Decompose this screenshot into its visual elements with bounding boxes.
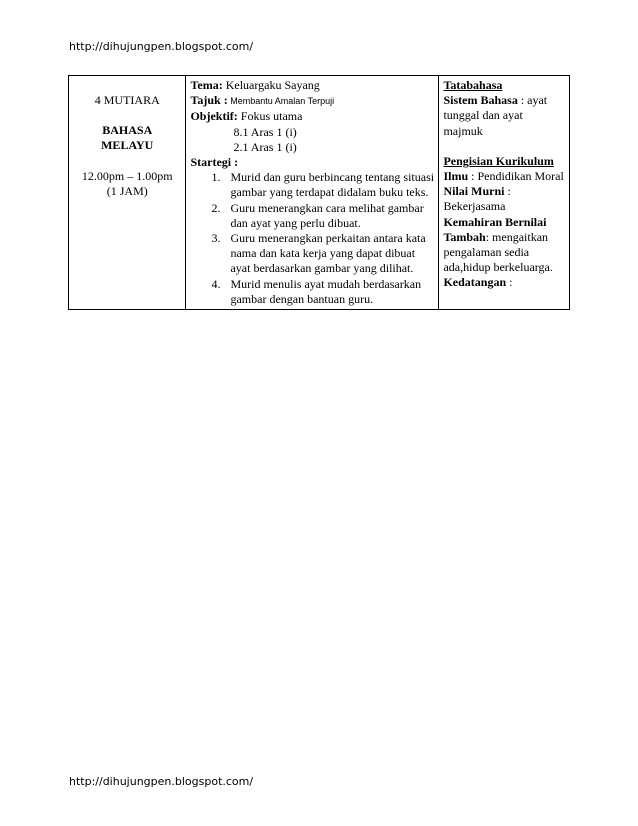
kemahiran-line (443, 215, 565, 276)
step-number: 1. (211, 170, 221, 185)
tajuk-value: Membantu Amalan Terpuji (227, 96, 335, 107)
table-row (69, 76, 570, 310)
lesson-plan-table (68, 75, 570, 310)
tatabahasa-heading: Tatabahasa (443, 78, 503, 92)
step-text: Guru menerangkan cara melihat gambar dan ayat yang perlu dibuat. (230, 200, 424, 230)
strategy-steps-list (190, 170, 434, 307)
sistem-value: : ayat tunggal dan ayat majmuk (443, 93, 548, 138)
class-info-cell (69, 76, 186, 310)
nilai-value: : Bekerjasama (443, 184, 511, 214)
list-item (190, 201, 434, 231)
objektif-item: 8.1 Aras 1 (i) (233, 124, 297, 139)
kedatangan-line (443, 275, 565, 290)
step-number: 2. (211, 200, 221, 215)
kedatangan-value: : (506, 275, 513, 290)
ilmu-line (443, 169, 565, 184)
step-text: Murid dan guru berbincang tentang situasi gambar yang terdapat didalam buku teks. (230, 170, 435, 200)
objektif-label: Objektif: (190, 109, 238, 124)
tema-label: Tema: (190, 78, 223, 92)
kemahiran-label: Kemahiran Bernilai Tambah (443, 214, 547, 244)
notes-cell (439, 76, 570, 310)
lesson-time: 12.00pm – 1.00pm (81, 168, 173, 183)
tema-line (190, 78, 434, 93)
tajuk-label: Tajuk : (190, 93, 228, 108)
objektif-value: Fokus utama (237, 109, 303, 124)
step-number: 4. (211, 276, 221, 291)
sistem-bahasa-line (443, 93, 565, 139)
subject-line-2: MELAYU (101, 138, 154, 153)
list-item (190, 231, 434, 277)
step-number: 3. (211, 231, 221, 246)
subject-line-1: BAHASA (102, 123, 153, 138)
header-url: http://dihujungpen.blogspot.com/ (69, 40, 254, 53)
tema-value: Keluargaku Sayang (222, 78, 320, 92)
sistem-label: Sistem Bahasa (443, 93, 518, 108)
tajuk-line (190, 93, 434, 109)
objektif-item: 2.1 Aras 1 (i) (233, 139, 297, 154)
lesson-content-cell (186, 76, 439, 310)
strategi-label: Startegi : (190, 155, 239, 170)
list-item (190, 277, 434, 307)
objektif-line (190, 109, 434, 124)
nilai-line (443, 184, 565, 214)
class-name: 4 MUTIARA (94, 93, 160, 107)
kemahiran-value: : mengaitkan pengalaman sedia ada,hidup berkeluarga. (443, 229, 553, 275)
lesson-duration: (1 JAM) (106, 183, 148, 198)
nilai-label: Nilai Murni (443, 184, 505, 199)
footer-url: http://dihujungpen.blogspot.com/ (69, 775, 254, 788)
list-item (190, 170, 434, 200)
step-text: Guru menerangkan perkaitan antara kata nama dan kata kerja yang dapat dibuat ayat berdasarkan gambar yang dilihat. (230, 231, 426, 276)
ilmu-value: : Pendidikan Moral (468, 169, 564, 184)
kedatangan-label: Kedatangan (443, 275, 507, 290)
step-text: Murid menulis ayat mudah berdasarkan gambar dengan bantuan guru. (230, 276, 422, 306)
ilmu-label: Ilmu (443, 169, 469, 184)
pengisian-heading: Pengisian Kurikulum (443, 153, 554, 168)
